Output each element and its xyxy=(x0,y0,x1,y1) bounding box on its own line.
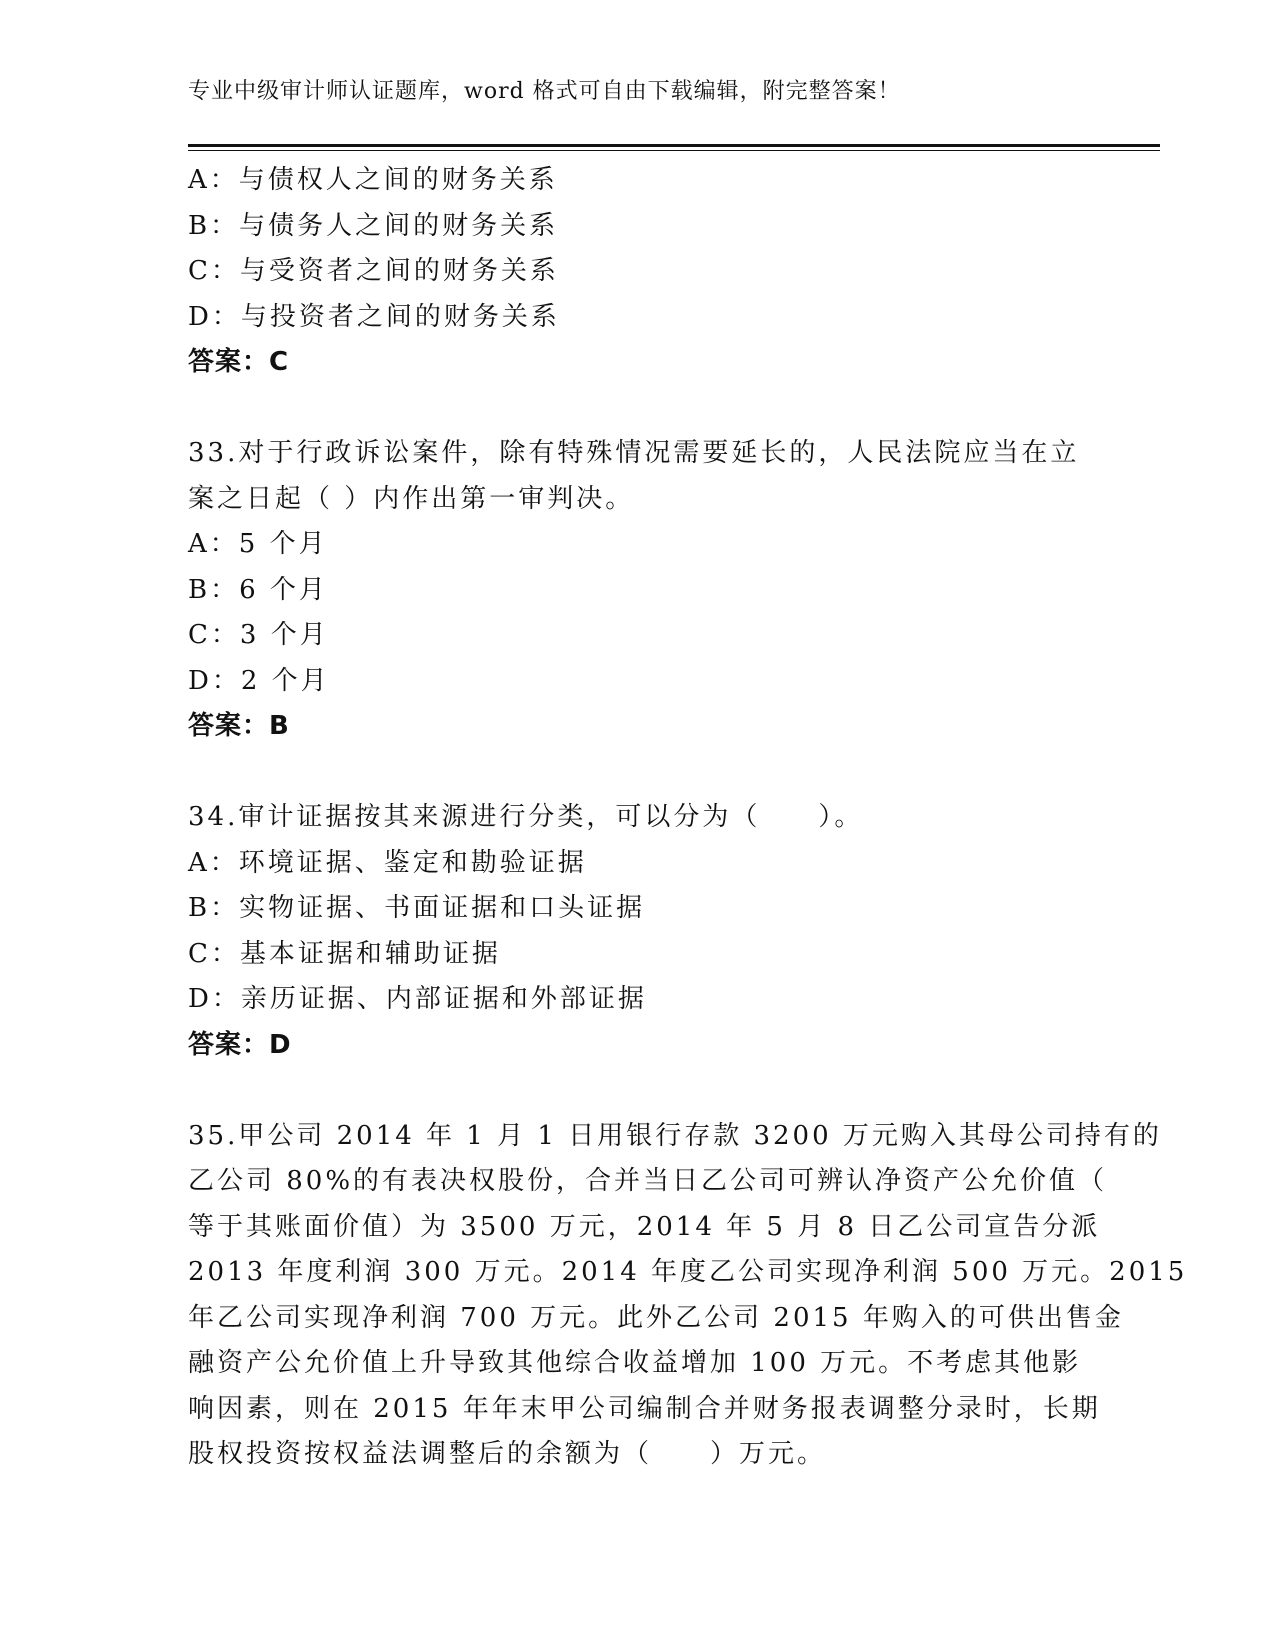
option-c: C：与受资者之间的财务关系 xyxy=(188,256,559,286)
question-stem-line: 响因素，则在 2015 年年末甲公司编制合并财务报表调整分录时，长期 xyxy=(188,1393,1101,1424)
option-b: B：6 个月 xyxy=(188,574,328,605)
option-a: A：环境证据、鉴定和勘验证据 xyxy=(188,847,587,878)
option-b: B：与债务人之间的财务关系 xyxy=(188,210,559,241)
question-35 xyxy=(188,1114,1188,1478)
question-stem-line: 33.对于行政诉讼案件，除有特殊情况需要延长的，人民法院应当在立 xyxy=(188,438,1080,468)
option-d: D：2 个月 xyxy=(188,665,330,696)
option-d: D：与投资者之间的财务关系 xyxy=(188,301,560,332)
option-c: C：基本证据和辅助证据 xyxy=(188,938,501,969)
question-stem-line: 等于其账面价值）为 3500 万元，2014 年 5 月 8 日乙公司宣告分派 xyxy=(188,1211,1101,1242)
question-32 xyxy=(188,158,1088,386)
question-stem-line: 2013 年度利润 300 万元。2014 年度乙公司实现净利润 500 万元。2015 xyxy=(188,1257,1188,1287)
option-a: A：5 个月 xyxy=(188,529,328,559)
question-33 xyxy=(188,431,1088,750)
option-a: A：与债权人之间的财务关系 xyxy=(188,165,558,195)
question-stem-line: 乙公司 80%的有表决权股份，合并当日乙公司可辨认净资产公允价值（ xyxy=(188,1166,1108,1196)
option-d: D：亲历证据、内部证据和外部证据 xyxy=(188,984,647,1014)
spacer xyxy=(188,750,1088,796)
question-stem-line: 35.甲公司 2014 年 1 月 1 日用银行存款 3200 万元购入其母公司持有的 xyxy=(188,1120,1162,1151)
question-stem-line: 年乙公司实现净利润 700 万元。此外乙公司 2015 年购入的可供出售金 xyxy=(188,1302,1124,1333)
question-stem-line: 融资产公允价值上升导致其他综合收益增加 100 万元。不考虑其他影 xyxy=(188,1348,1082,1378)
header-rule-thin xyxy=(188,150,1160,151)
answer-label: 答案：B xyxy=(188,711,290,741)
spacer xyxy=(188,1068,1088,1114)
option-c: C：3 个月 xyxy=(188,620,329,650)
question-stem-line: 股权投资按权益法调整后的余额为（ ）万元。 xyxy=(188,1439,827,1469)
question-stem-line: 案之日起（ ）内作出第一审判决。 xyxy=(188,483,635,514)
page-header: 专业中级审计师认证题库，word 格式可自由下载编辑，附完整答案！ xyxy=(188,79,901,104)
answer-label: 答案：D xyxy=(188,1029,292,1060)
option-b: B：实物证据、书面证据和口头证据 xyxy=(188,893,646,923)
question-stem-line: 34.审计证据按其来源进行分类，可以分为（ ）。 xyxy=(188,802,864,832)
answer-label: 答案：C xyxy=(188,347,290,377)
header-rule-thick xyxy=(188,144,1160,147)
question-34 xyxy=(188,795,1088,1068)
spacer xyxy=(188,386,1088,432)
question-content xyxy=(188,158,1188,1478)
